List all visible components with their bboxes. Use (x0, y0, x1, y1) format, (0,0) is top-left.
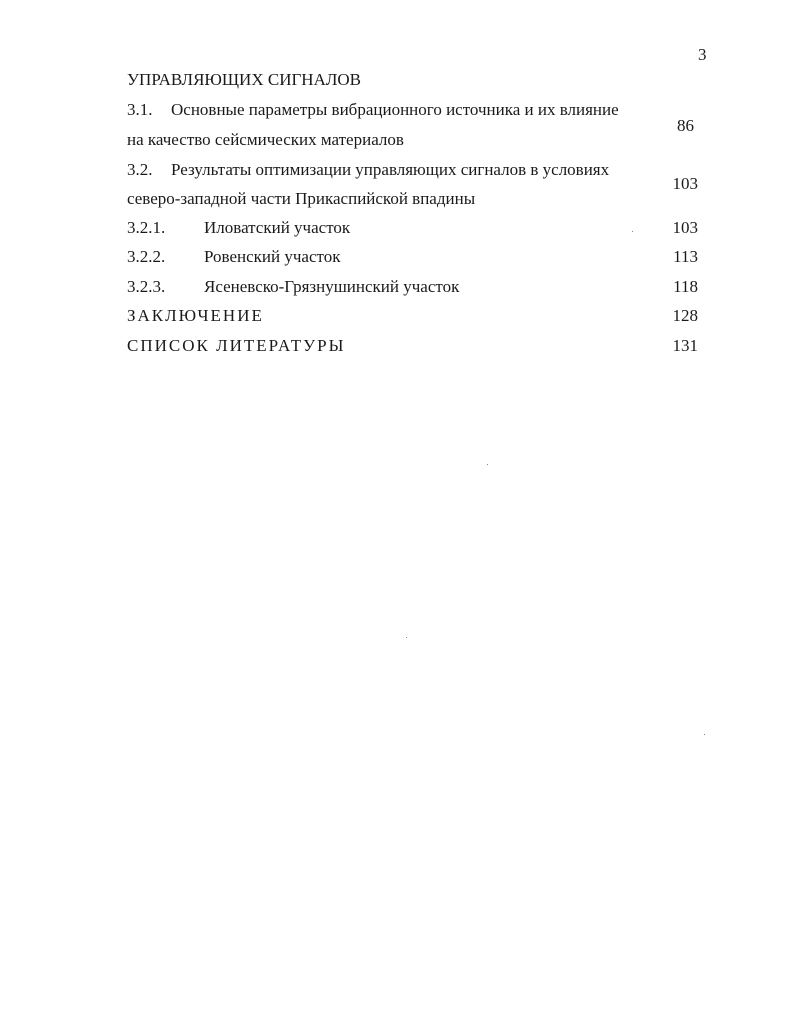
toc-entry-3-2-1-page: 103 (672, 218, 698, 237)
toc-entry-3-2-2-page: 113 (673, 247, 698, 266)
scan-speck (704, 734, 705, 735)
toc-entry-3-1-page: 86 (677, 116, 694, 135)
toc-entry-3-2-number: 3.2. (127, 160, 153, 179)
toc-references-page: 131 (672, 336, 698, 355)
page-number: 3 (698, 45, 707, 64)
toc-entry-3-2-title-line1: Результаты оптимизации управляющих сигналов в условиях (171, 160, 610, 179)
toc-entry-3-2-3-page: 118 (673, 277, 698, 296)
toc-entry-3-2-3-title: Ясеневско-Грязнушинский участок (204, 277, 460, 296)
toc-references-title: СПИСОК ЛИТЕРАТУРЫ (127, 336, 346, 355)
toc-entry-3-2-3-number: 3.2.3. (127, 277, 166, 296)
toc-entry-3-1-title-line1: Основные параметры вибрационного источника и их влияние (171, 100, 619, 119)
toc-conclusion-page: 128 (672, 306, 698, 325)
toc-entry-3-2-1-number: 3.2.1. (127, 218, 166, 237)
chapter-heading-tail: УПРАВЛЯЮЩИХ СИГНАЛОВ (127, 70, 361, 89)
scan-speck (632, 231, 633, 232)
scan-speck (406, 637, 407, 638)
toc-entry-3-2-2-number: 3.2.2. (127, 247, 166, 266)
toc-entry-3-2-page: 103 (672, 174, 698, 193)
toc-entry-3-1-number: 3.1. (127, 100, 153, 119)
toc-entry-3-2-2-title: Ровенский участок (204, 247, 341, 266)
toc-entry-3-2-1-title: Иловатский участок (204, 218, 351, 237)
scan-speck (487, 464, 488, 465)
toc-conclusion-title: ЗАКЛЮЧЕНИЕ (127, 306, 264, 325)
toc-entry-3-2-title-line2: северо-западной части Прикаспийской впадины (127, 189, 476, 208)
toc-entry-3-1-title-line2: на качество сейсмических материалов (127, 130, 404, 149)
